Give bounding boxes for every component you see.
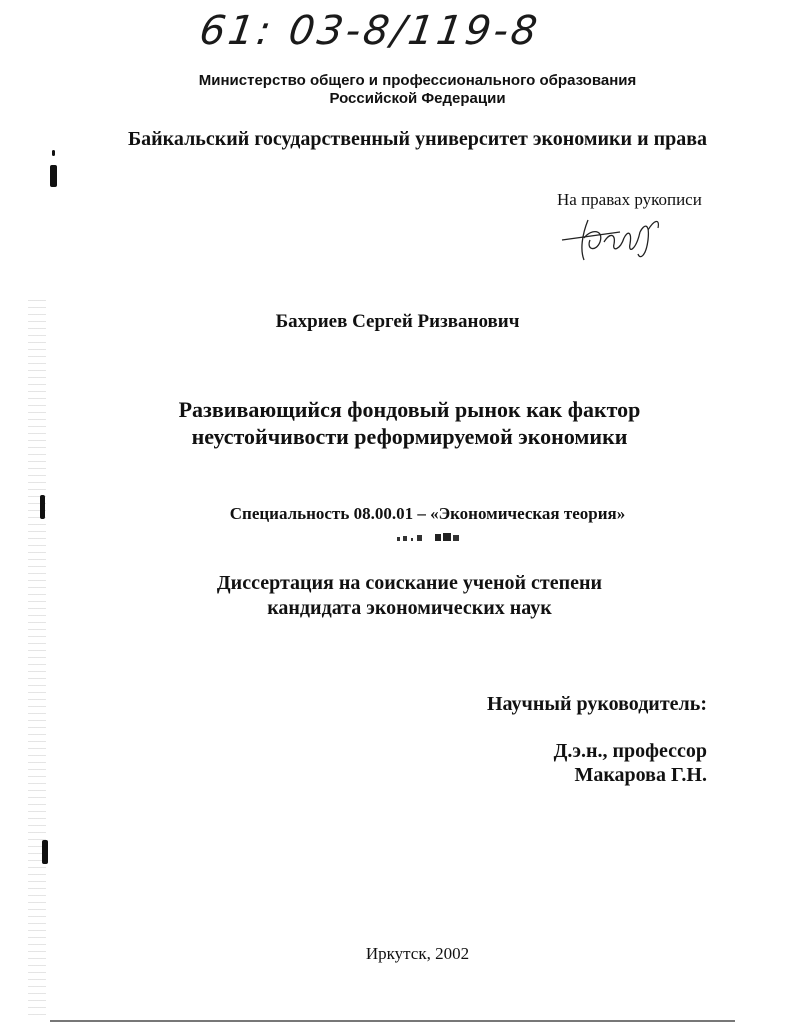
degree-line-2: кандидата экономических наук	[267, 597, 552, 619]
title-line-2: неустойчивости реформируемой экономики	[191, 424, 628, 449]
supervisor-name: Макарова Г.Н.	[574, 764, 707, 786]
title-line-1: Развивающийся фондовый рынок как фактор	[178, 397, 641, 422]
ministry-line-2: Российской Федерации	[329, 90, 506, 107]
scan-mark	[42, 840, 48, 864]
dissertation-title	[12, 396, 795, 450]
registration-number: 61: 03-8/119-8	[196, 8, 543, 54]
author-name: Бахриев Сергей Ризванович	[275, 311, 520, 332]
manuscript-rights: На правах рукописи	[557, 190, 702, 209]
university-name: Байкальский государственный университет экономики и права	[127, 128, 708, 150]
author-signature	[560, 210, 670, 265]
specialty: Специальность 08.00.01 – «Экономическая теория»	[229, 504, 626, 523]
ministry-name	[20, 72, 795, 108]
scan-mark	[50, 165, 57, 187]
dissertation-degree	[12, 571, 795, 621]
supervisor-label: Научный руководитель:	[487, 693, 707, 715]
degree-line-1: Диссертация на соискание ученой степени	[216, 572, 603, 594]
stamp-smudge	[395, 528, 465, 544]
ministry-line-1: Министерство общего и профессионального образования	[198, 72, 637, 89]
scan-bottom-edge	[50, 1020, 735, 1022]
supervisor-degree: Д.э.н., профессор	[553, 740, 707, 762]
city-year: Иркутск, 2002	[365, 944, 470, 963]
